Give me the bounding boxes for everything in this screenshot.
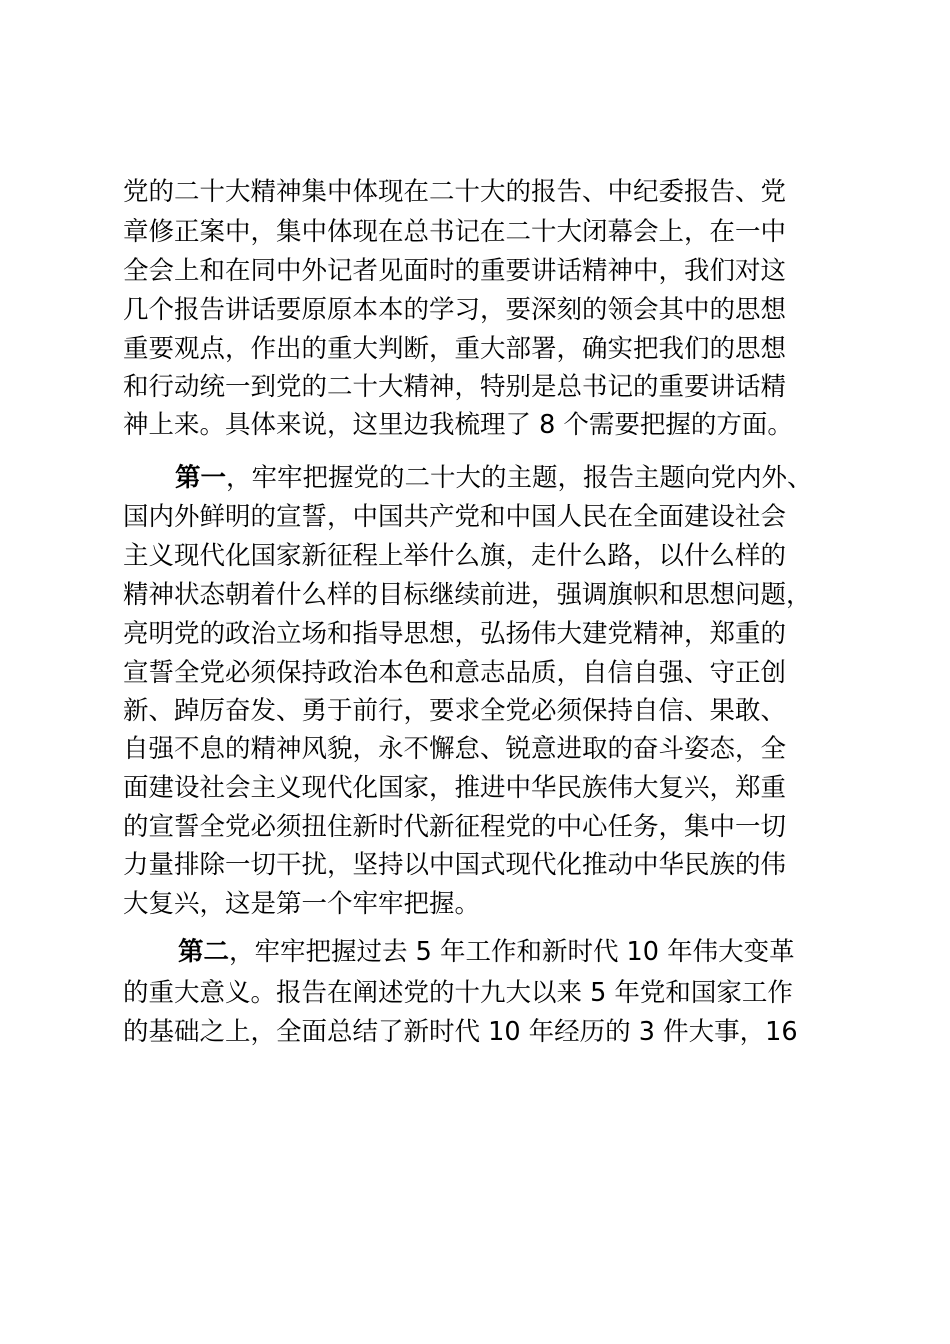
paragraph-1-line-4: 几个报告讲话要原原本本的学习，要深刻的领会其中的思想 (123, 295, 787, 325)
paragraph-2-line-4: 精神状态朝着什么样的目标继续前进，强调旗帜和思想问题， (123, 580, 812, 610)
paragraph-1-line-2: 章修正案中，集中体现在总书记在二十大闭幕会上，在一中 (123, 217, 787, 247)
paragraph-1-line-7: 神上来。具体来说，这里边我梳理了 8 个需要把握的方面。 (123, 410, 793, 440)
paragraph-2-line-1 (175, 460, 813, 496)
paragraph-2-line-7: 新、踔厉奋发、勇于前行，要求全党必须保持自信、果敢、 (123, 696, 787, 726)
paragraph-2-line-12: 大复兴，这是第一个牢牢把握。 (123, 889, 481, 919)
paragraph-2-line-8: 自强不息的精神风貌，永不懈怠、锐意进取的奋斗姿态，全 (123, 734, 787, 764)
paragraph-2-line-9: 面建设社会主义现代化国家，推进中华民族伟大复兴，郑重 (123, 773, 787, 803)
paragraph-2-line-10: 的宣誓全党必须扭住新时代新征程党的中心任务，集中一切 (123, 812, 787, 842)
paragraph-2-line-6: 宣誓全党必须保持政治本色和意志品质，自信自强、守正创 (123, 658, 787, 688)
paragraph-3-line-1-text: ，牢牢把握过去 5 年工作和新时代 10 年伟大变革 (229, 937, 795, 967)
paragraph-2-line-1-text: ，牢牢把握党的二十大的主题，报告主题向党内外、 (226, 463, 813, 493)
paragraph-3-line-1 (178, 934, 795, 970)
paragraph-3-line-2: 的重大意义。报告在阐述党的十九大以来 5 年党和国家工作 (123, 978, 793, 1008)
paragraph-3-lead: 第二 (178, 937, 230, 967)
paragraph-1-line-3: 全会上和在同中外记者见面时的重要讲话精神中，我们对这 (123, 256, 787, 286)
paragraph-1-line-1: 党的二十大精神集中体现在二十大的报告、中纪委报告、党 (123, 177, 787, 207)
paragraph-3-line-3: 的基础之上，全面总结了新时代 10 年经历的 3 件大事，16 (123, 1017, 798, 1047)
paragraph-2-line-2: 国内外鲜明的宣誓，中国共产党和中国人民在全面建设社会 (123, 502, 787, 532)
paragraph-1-line-6: 和行动统一到党的二十大精神，特别是总书记的重要讲话精 (123, 372, 787, 402)
paragraph-2-line-3: 主义现代化国家新征程上举什么旗，走什么路，以什么样的 (123, 541, 787, 571)
paragraph-2-lead: 第一 (175, 463, 227, 493)
paragraph-1-line-5: 重要观点，作出的重大判断，重大部署，确实把我们的思想 (123, 334, 787, 364)
paragraph-2-line-5: 亮明党的政治立场和指导思想，弘扬伟大建党精神，郑重的 (123, 619, 787, 649)
paragraph-2-line-11: 力量排除一切干扰，坚持以中国式现代化推动中华民族的伟 (123, 850, 787, 880)
